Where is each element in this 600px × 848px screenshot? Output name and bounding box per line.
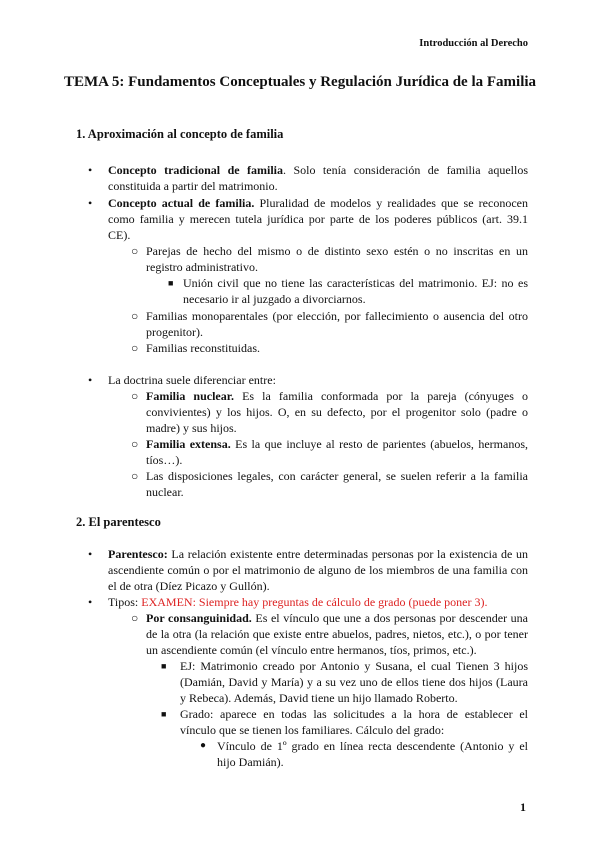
bullet-icon: • — [88, 547, 93, 561]
list-item-text: madre) y sus hijos. — [146, 421, 237, 435]
list-item-text: convivientes) y los hijos. O, en su defecto, por el progenitor solo (padre o — [146, 405, 528, 419]
square-bullet-icon: ■ — [161, 709, 167, 719]
list-item-text: un ascendiente común (el vínculo entre hermanos, tíos, primos, etc.). — [146, 643, 477, 657]
circle-bullet-icon: ○ — [131, 341, 139, 355]
circle-bullet-icon: ○ — [131, 469, 139, 483]
square-bullet-icon: ■ — [168, 278, 174, 288]
exam-note: EXAMEN: Siempre hay preguntas de cálculo de grado (puede poner 3). — [141, 595, 488, 609]
list-item-text: EJ: Matrimonio creado por Antonio y Susana, el cual Tienen 3 hijos — [180, 659, 528, 673]
bullet-icon: • — [88, 373, 93, 387]
circle-bullet-icon: ○ — [131, 437, 139, 451]
list-item-text: Concepto actual de familia. Pluralidad de modelos y realidades que se reconocen — [108, 196, 528, 210]
list-item-text: Las disposiciones legales, con carácter general, se suelen referir a la familia — [146, 469, 528, 483]
bullet-icon: • — [88, 595, 93, 609]
list-item-text: de la otra (la relación que existe entre abuelos, padres, nietos, etc.), o por tener — [146, 627, 528, 641]
section-heading-1: 1. Aproximación al concepto de familia — [76, 127, 284, 141]
square-bullet-icon: ■ — [161, 661, 167, 671]
bullet-icon: • — [88, 163, 93, 177]
circle-bullet-icon: ○ — [131, 611, 139, 625]
list-item-text: La doctrina suele diferenciar entre: — [108, 373, 276, 387]
dot-bullet-icon: ● — [200, 740, 207, 751]
list-item-text: registro administrativo. — [146, 260, 258, 274]
list-item-text: vínculo que se tienen los familiares. Cálculo del grado: — [180, 723, 445, 737]
list-item-text: Familia nuclear. Es la familia conformada por la pareja (cónyuges o — [146, 389, 529, 403]
list-item-text: Vínculo de 1º grado en línea recta descendente (Antonio y el — [217, 739, 528, 753]
list-item-text: CE). — [108, 228, 131, 242]
list-item-text: constituida a partir del matrimonio. — [108, 179, 278, 193]
list-item-text: progenitor). — [146, 325, 203, 339]
list-item-text: como familia y merecen tutela jurídica por parte de los poderes públicos (art. 39.1 — [108, 212, 528, 226]
page-number: 1 — [520, 800, 526, 814]
circle-bullet-icon: ○ — [131, 309, 139, 323]
list-item-text: tíos…). — [146, 453, 183, 467]
list-item-text: hijo Damián). — [217, 755, 284, 769]
list-item-text: Tipos: EXAMEN: Siempre hay preguntas de cálculo de grado (puede poner 3). — [108, 595, 488, 609]
list-item-text: Concepto tradicional de familia. Solo tenía consideración de familia aquellos — [108, 163, 528, 177]
list-item-text: Por consanguinidad. Es el vínculo que une a dos personas por descender una — [146, 611, 528, 625]
list-item-text: Unión civil que no tiene las características del matrimonio. EJ: no es — [183, 276, 528, 290]
list-item-text: nuclear. — [146, 485, 184, 499]
circle-bullet-icon: ○ — [131, 389, 139, 403]
list-item-text: Familia extensa. Es la que incluye al resto de parientes (abuelos, hermanos, — [146, 437, 528, 451]
running-header: Introducción al Derecho — [419, 38, 528, 49]
list-item-text: Parentesco: La relación existente entre determinadas personas por la existencia de un — [108, 547, 528, 561]
list-item-text: el de otra (Díez Picazo y Gullón). — [108, 579, 270, 593]
section-heading-2: 2. El parentesco — [76, 515, 161, 529]
list-item-text: Parejas de hecho del mismo o de distinto sexo estén o no inscritas en un — [146, 244, 528, 258]
list-item-text: Familias reconstituidas. — [146, 341, 260, 355]
list-item-text: Familias monoparentales (por elección, por fallecimiento o ausencia del otro — [146, 309, 528, 323]
list-item-text: Grado: aparece en todas las solicitudes a la hora de establecer el — [180, 707, 528, 721]
list-item-text: y Rebeca). Además, David tiene un hijo llamado Roberto. — [180, 691, 458, 705]
list-item-text: necesario ir al juzgado a divorciarnos. — [183, 292, 366, 306]
circle-bullet-icon: ○ — [131, 244, 139, 258]
bullet-icon: • — [88, 196, 93, 210]
list-item-text: ascendiente común o por el matrimonio de alguno de los miembros de una familia con — [108, 563, 528, 577]
list-item-text: (Damián, David y María) y a su vez uno de ellos tiene dos hijos (Laura — [180, 675, 528, 689]
document-title: TEMA 5: Fundamentos Conceptuales y Regulación Jurídica de la Familia — [63, 74, 537, 90]
